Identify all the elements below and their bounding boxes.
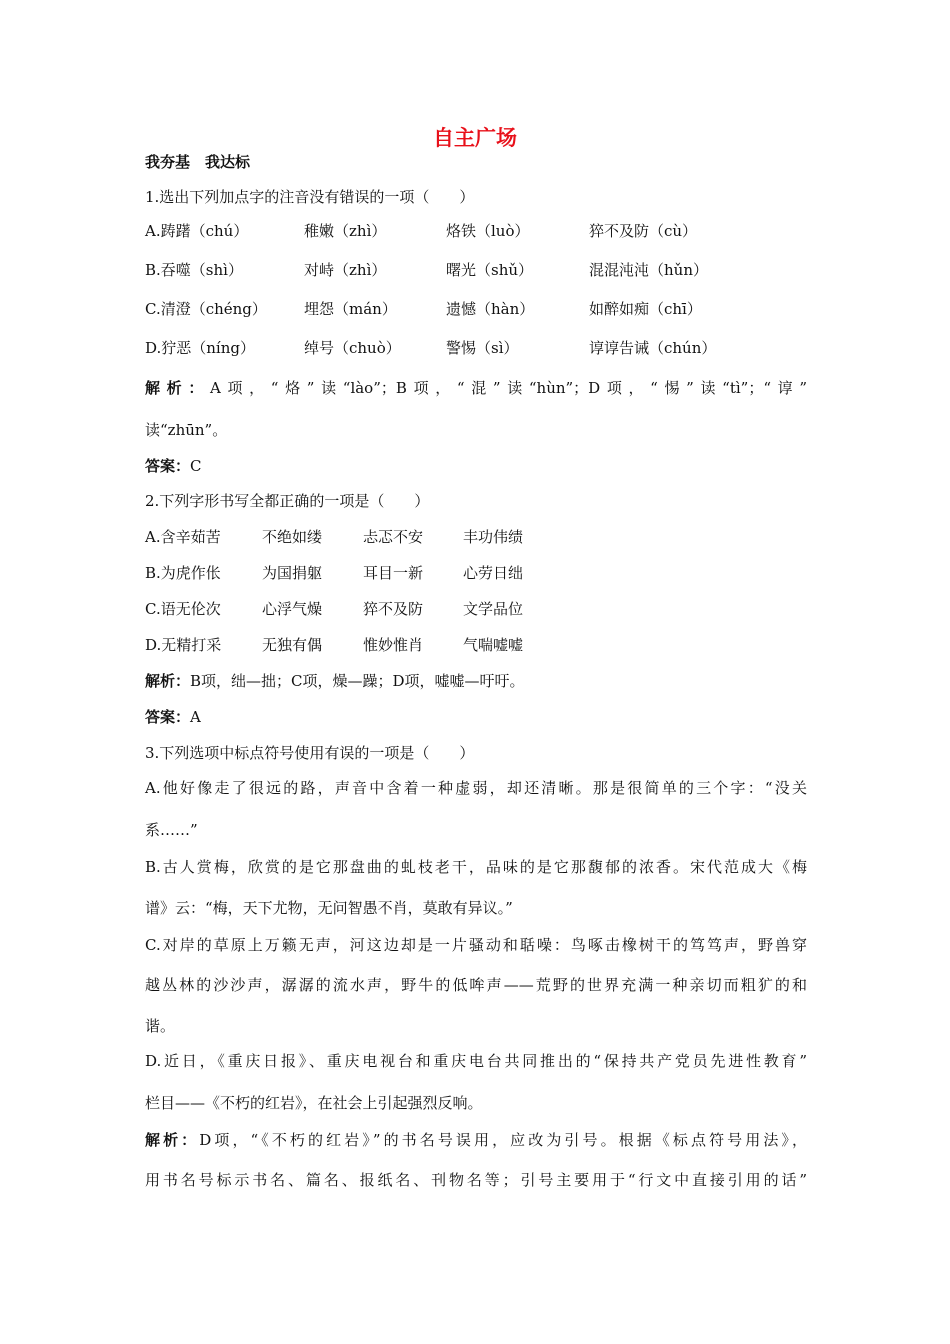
q1-analysis-label: 解析： [145,379,210,397]
q3-analysis-cont: 用书名号标示书名、篇名、报纸名、刊物名等；引号主要用于“行文中直接引用的话” [145,1171,807,1189]
q2-a-2: 不绝如缕 [262,528,323,546]
q2-b-2: 为国捐躯 [262,564,323,582]
q2-answer [145,707,201,727]
q1-c-3: 遗憾（hàn） [446,300,535,318]
q2-a-3: 忐忑不安 [363,528,424,546]
q2-stem: 2.下列字形书写全都正确的一项是（ ） [145,492,430,510]
q1-c-1: C.清澄（chéng） [145,300,267,318]
q1-stem: 1.选出下列加点字的注音没有错误的一项（ ） [145,188,475,206]
q1-d-1: D.狞恶（níng） [145,339,255,357]
q3-stem: 3.下列选项中标点符号使用有误的一项是（ ） [145,744,475,762]
q2-a-4: 丰功伟绩 [463,528,524,546]
q1-c-2: 埋怨（mán） [304,300,397,318]
q1-d-3: 警惕（sì） [446,339,519,357]
q3-option-d-line2: 栏目——《不朽的红岩》，在社会上引起强烈反响。 [145,1094,483,1112]
q1-b-4: 混混沌沌（hǔn） [589,261,708,279]
q2-d-1: D.无精打采 [145,636,222,654]
q2-b-3: 耳目一新 [363,564,424,582]
q1-d-2: 绰号（chuò） [304,339,401,357]
q2-a-1: A.含辛茹苦 [145,528,221,546]
q2-analysis-text: B项，绌—拙；C项，燥—躁；D项，嘘嘘—吁吁。 [190,672,525,690]
q2-c-4: 文学品位 [463,600,524,618]
q2-d-3: 惟妙惟肖 [363,636,424,654]
q1-d-4: 谆谆告诫（chún） [589,339,717,357]
q1-analysis-cont: 读“zhūn”。 [145,421,228,439]
q2-d-2: 无独有偶 [262,636,323,654]
q3-analysis-text-1: D项，“《不朽的红岩》”的书名号误用，应改为引号。根据《标点符号用法》， [199,1131,807,1149]
q3-option-c-line1: C.对岸的草原上万籁无声，河这边却是一片骚动和聒噪：鸟啄击橡树干的笃笃声，野兽穿 [145,936,807,954]
q1-a-4: 猝不及防（cù） [589,222,698,240]
q3-option-a-line1: A.他好像走了很远的路，声音中含着一种虚弱，却还清晰。那是很简单的三个字：“没关 [145,779,807,797]
q2-c-1: C.语无伦次 [145,600,221,618]
q3-option-c-line3: 谐。 [145,1017,176,1035]
q2-answer-label: 答案： [145,708,191,726]
q1-a-3: 烙铁（luò） [446,222,530,240]
q2-c-2: 心浮气燥 [262,600,323,618]
q1-b-3: 曙光（shǔ） [446,261,534,279]
q2-b-1: B.为虎作伥 [145,564,221,582]
q1-a-2: 稚嫩（zhì） [304,222,387,240]
q2-analysis-label: 解析： [145,672,191,690]
q1-c-4: 如醉如痴（chī） [589,300,702,318]
page-title: 自主广场 [433,126,517,150]
q2-c-3: 猝不及防 [363,600,424,618]
q3-option-b-line2: 谱》云：“梅，天下尤物，无问智愚不肖，莫敢有异议。” [145,899,513,917]
q2-b-4: 心劳日绌 [463,564,524,582]
q2-analysis [145,671,525,691]
q1-a-1: A.踌躇（chú） [145,222,249,240]
q1-analysis [145,378,807,398]
section-heading: 我夯基 我达标 [145,153,251,171]
q3-analysis-label: 解析： [145,1131,200,1149]
q2-answer-value: A [190,708,201,726]
q3-analysis [145,1130,807,1150]
q1-answer [145,456,202,476]
q3-option-a-line2: 系……” [145,821,198,839]
q3-option-c-line2: 越丛林的沙沙声，潺潺的流水声，野牛的低哞声——荒野的世界充满一种亲切而粗犷的和 [145,976,807,994]
q3-option-b-line1: B.古人赏梅，欣赏的是它那盘曲的虬枝老干，品味的是它那馥郁的浓香。宋代范成大《梅 [145,858,807,876]
q1-answer-value: C [190,457,202,475]
q1-b-1: B.吞噬（shì） [145,261,243,279]
q3-option-d-line1: D.近日，《重庆日报》、重庆电视台和重庆电台共同推出的“保持共产党员先进性教育” [145,1052,807,1070]
q1-answer-label: 答案： [145,457,191,475]
q2-d-4: 气喘嘘嘘 [463,636,524,654]
q1-analysis-text-1: A项，“烙”读“lào”；B项，“混”读“hùn”；D项，“惕”读“tì”；“谆” [209,379,807,397]
q1-b-2: 对峙（zhì） [304,261,387,279]
